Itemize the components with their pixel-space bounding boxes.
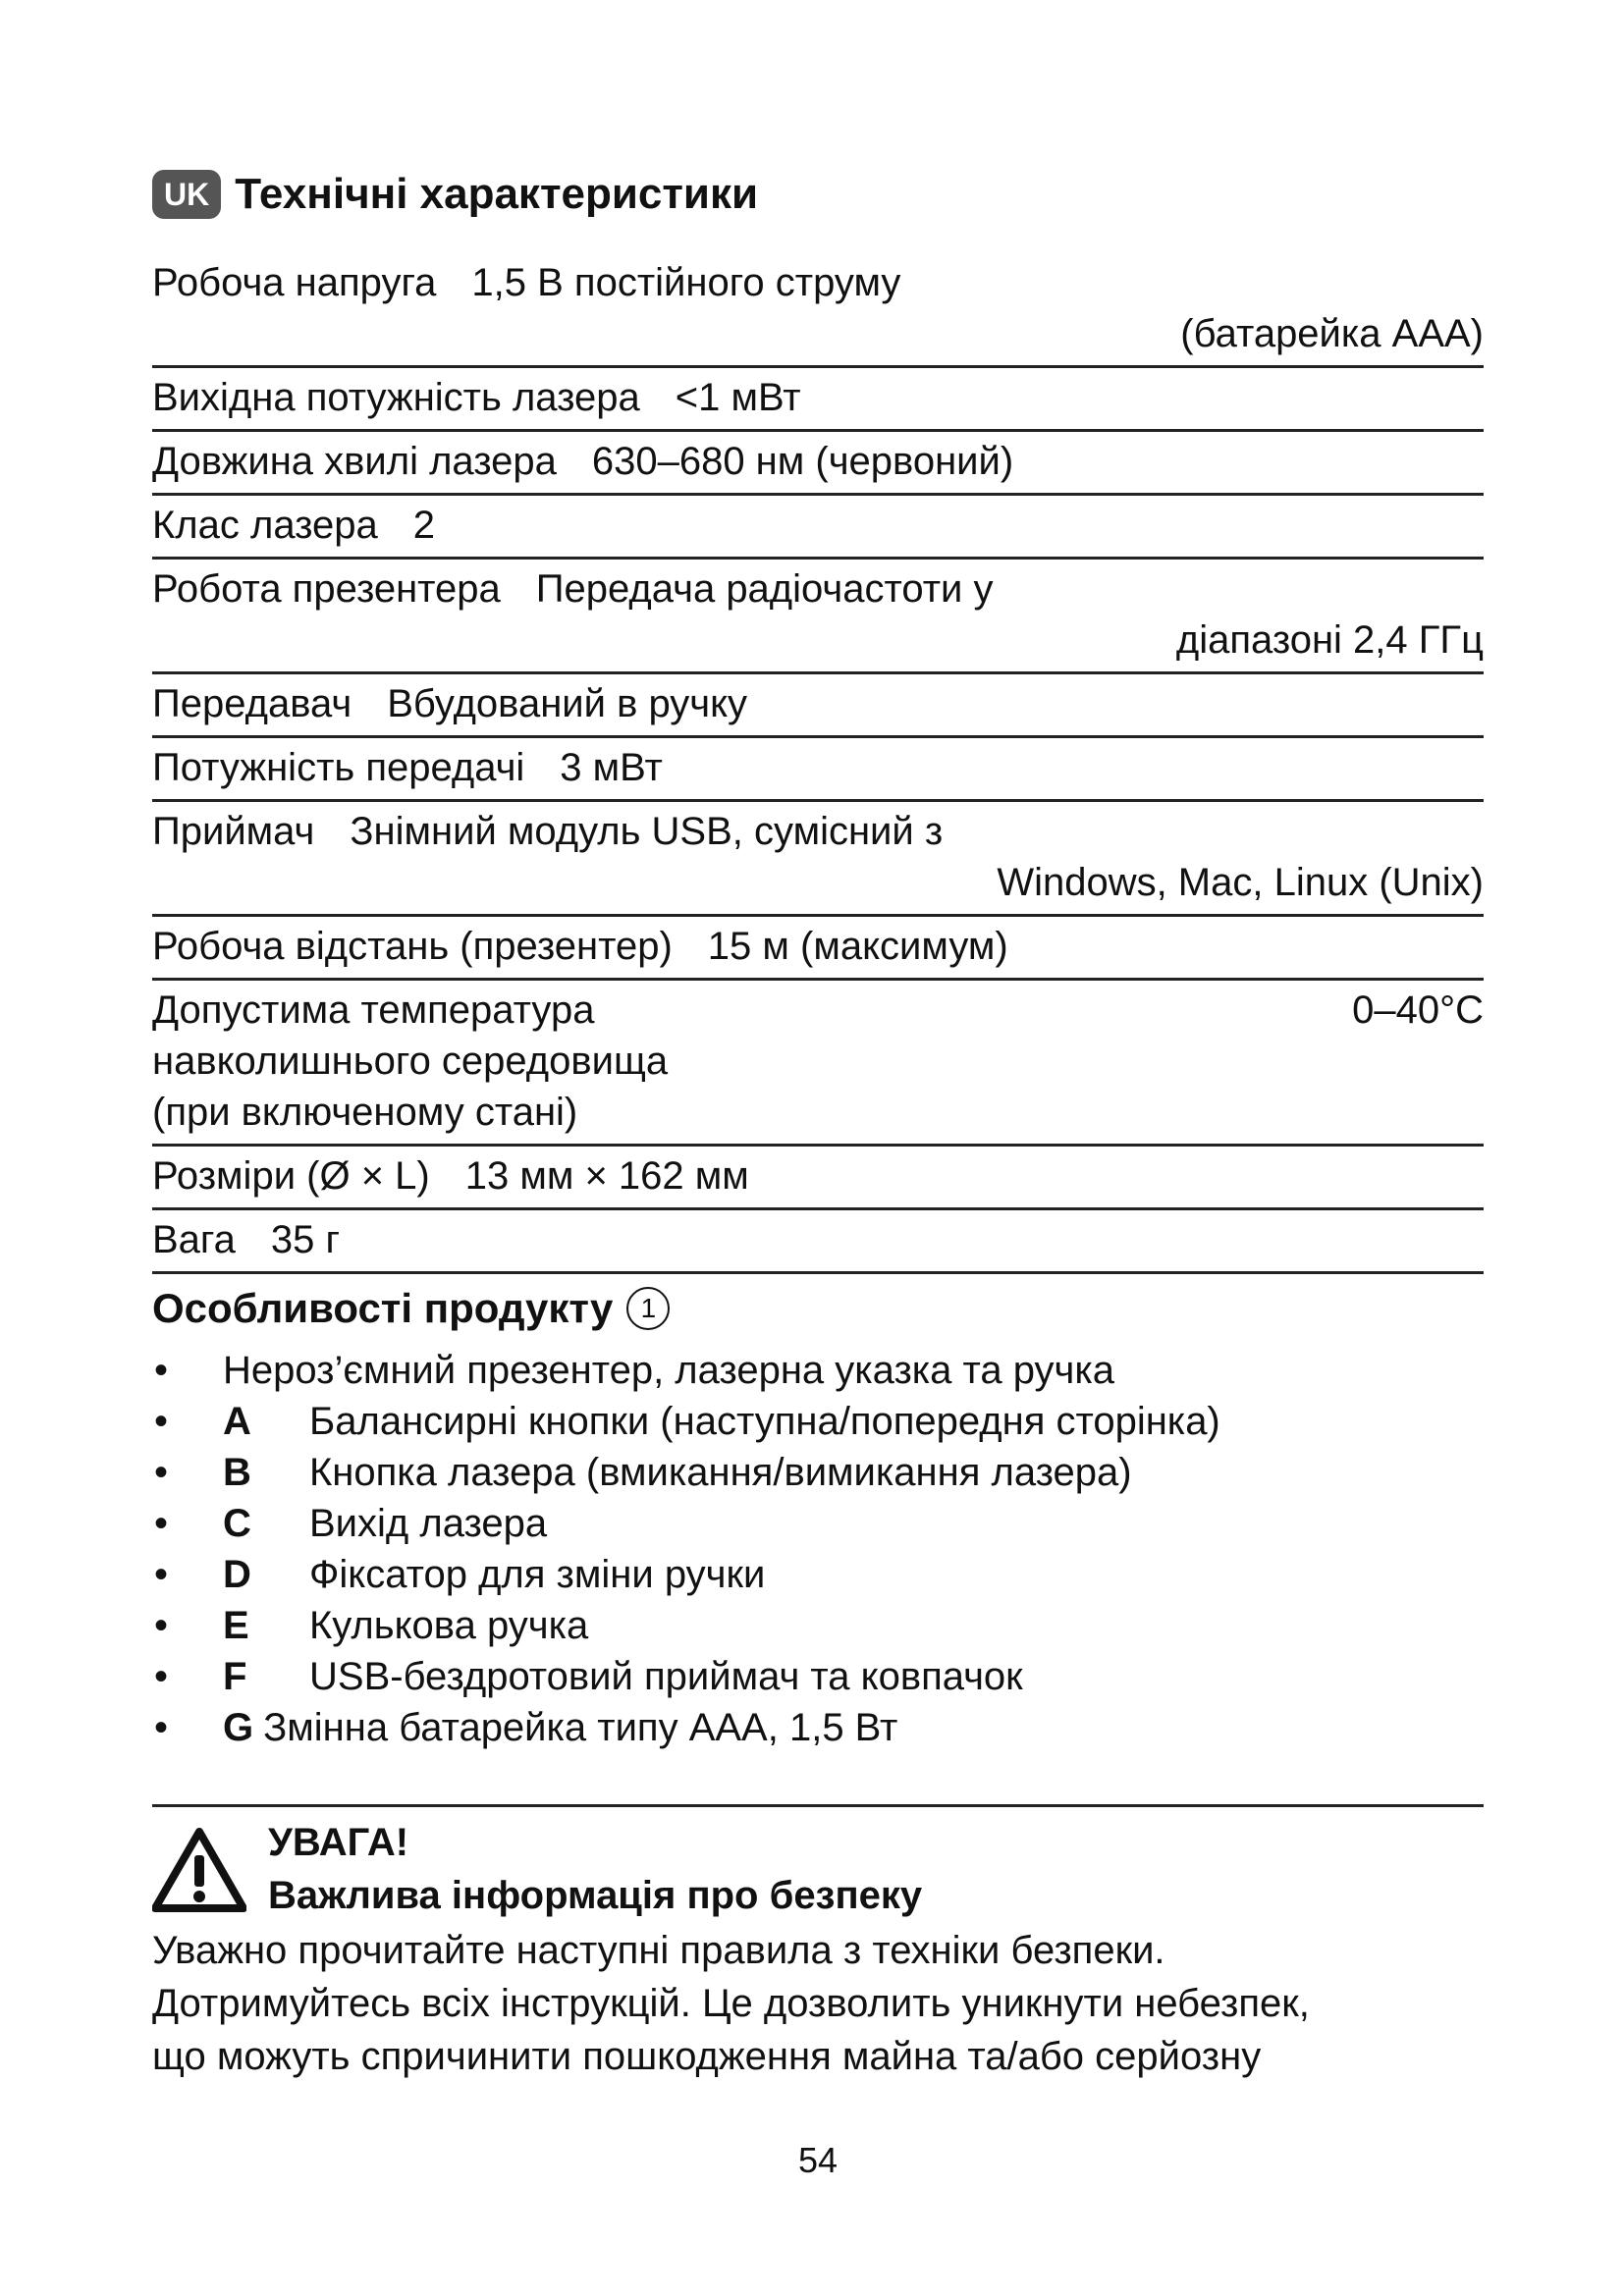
bullet: • [154, 1349, 169, 1392]
spec-value: 1,5 В постійного струму [471, 261, 901, 304]
list-item [152, 1600, 1220, 1651]
spec-value: 3 мВт [560, 746, 663, 789]
spec-label-line: навколишнього середовища [152, 1040, 669, 1083]
section-header [152, 167, 758, 222]
list-item [152, 1549, 1220, 1600]
feature-letter: B [223, 1451, 251, 1494]
language-badge: UK [152, 170, 221, 219]
warning-line: що можуть спричинити пошкодження майна та/або серйозну [152, 2035, 1262, 2078]
page-number: 54 [797, 2140, 839, 2180]
spec-label: Розміри (Ø × L) [152, 1154, 430, 1198]
spec-row-dimensions [152, 1147, 1484, 1210]
list-item [152, 1447, 1220, 1498]
feature-text: Нероз’ємний презентер, лазерна указка та ручка [223, 1349, 1115, 1392]
feature-text: Балансирні кнопки (наступна/попередня сторінка) [309, 1400, 1220, 1443]
list-item [152, 1396, 1220, 1447]
feature-text: USB-бездротовий приймач та ковпачок [309, 1655, 1023, 1698]
bullet: • [154, 1655, 169, 1698]
spec-label: Потужність передачі [152, 746, 525, 789]
spec-value-continued: (батарейка AAA) [1180, 312, 1484, 355]
spec-row-voltage [152, 253, 1484, 368]
figure-ref-badge: 1 [626, 1287, 670, 1330]
warning-subheading: Важлива інформація про безпеку [268, 1874, 923, 1917]
feature-letter: C [223, 1502, 251, 1545]
feature-letter: D [223, 1553, 251, 1596]
spec-row-laser-class [152, 496, 1484, 560]
spec-table [152, 253, 1484, 1274]
list-item [152, 1345, 1220, 1396]
feature-text: Кнопка лазера (вмикання/вимикання лазера) [309, 1451, 1132, 1494]
spec-label: Приймач [152, 810, 315, 853]
bullet: • [154, 1400, 169, 1443]
spec-label-line: Допустима температура [152, 988, 595, 1032]
spec-row-operation [152, 560, 1484, 674]
warning-triangle-icon [152, 1828, 246, 1912]
warning-line: Уважно прочитайте наступні правила з техніки безпеки. [152, 1929, 1165, 1972]
features-list [152, 1345, 1220, 1753]
page-title: Технічні характеристики [235, 170, 759, 218]
spec-value: 13 мм × 162 мм [464, 1154, 749, 1198]
spec-value: <1 мВт [675, 376, 801, 419]
spec-row-wavelength [152, 432, 1484, 496]
spec-row-receiver [152, 802, 1484, 917]
spec-value: 2 [412, 504, 436, 547]
spec-value-continued: діапазоні 2,4 ГГц [1175, 618, 1484, 662]
spec-row-transmit-power [152, 738, 1484, 802]
warning-divider [152, 1804, 1484, 1807]
bullet: • [154, 1604, 169, 1647]
features-title: Особливості продукту [152, 1285, 614, 1331]
warning-headings [268, 1816, 922, 1922]
spec-value: 15 м (максимум) [707, 925, 1008, 968]
spec-row-range [152, 917, 1484, 981]
spec-label [152, 985, 1484, 1138]
spec-label: Робоча відстань (презентер) [152, 925, 673, 968]
spec-row-transmitter [152, 674, 1484, 738]
feature-text: Кулькова ручка [309, 1604, 589, 1647]
list-item [152, 1702, 1220, 1753]
feature-letter: A [223, 1400, 251, 1443]
list-item [152, 1651, 1220, 1702]
spec-label: Робота презентера [152, 567, 501, 611]
feature-letter: E [223, 1604, 249, 1647]
spec-label: Передавач [152, 682, 352, 725]
warning-heading: УВАГА! [268, 1821, 409, 1864]
spec-value-continued: Windows, Mac, Linux (Unix) [997, 861, 1484, 904]
warning-body [152, 1924, 1484, 2083]
features-heading [152, 1281, 670, 1336]
spec-label: Робоча напруга [152, 261, 437, 304]
spec-row-laser-power [152, 368, 1484, 432]
feature-letter: F [223, 1655, 247, 1698]
bullet: • [154, 1502, 169, 1545]
spec-label: Клас лазера [152, 504, 378, 547]
bullet: • [154, 1451, 169, 1494]
spec-value: 0–40°C [1352, 988, 1484, 1032]
feature-letter: G [223, 1706, 254, 1749]
spec-row-weight [152, 1210, 1484, 1274]
feature-text: Вихід лазера [309, 1502, 548, 1545]
spec-label: Вихідна потужність лазера [152, 376, 640, 419]
bullet: • [154, 1706, 169, 1749]
spec-value: 630–680 нм (червоний) [591, 440, 1014, 483]
warning-line: Дотримуйтесь всіх інструкцій. Це дозволить уникнути небезпек, [152, 1982, 1310, 2025]
spec-label-line: (при включеному стані) [152, 1091, 578, 1134]
list-item [152, 1498, 1220, 1549]
bullet: • [154, 1553, 169, 1596]
spec-row-temperature [152, 981, 1484, 1147]
spec-label: Вага [152, 1218, 236, 1261]
spec-value: Передача радіочастоти у [535, 567, 994, 611]
spec-value: Знімний модуль USB, сумісний з [350, 810, 944, 853]
spec-label: Довжина хвилі лазера [152, 440, 557, 483]
feature-text: Змінна батарейка типу AAA, 1,5 Вт [263, 1706, 898, 1749]
spec-value: 35 г [270, 1218, 341, 1261]
feature-text: Фіксатор для зміни ручки [309, 1553, 766, 1596]
spec-value: Вбудований в ручку [387, 682, 748, 725]
